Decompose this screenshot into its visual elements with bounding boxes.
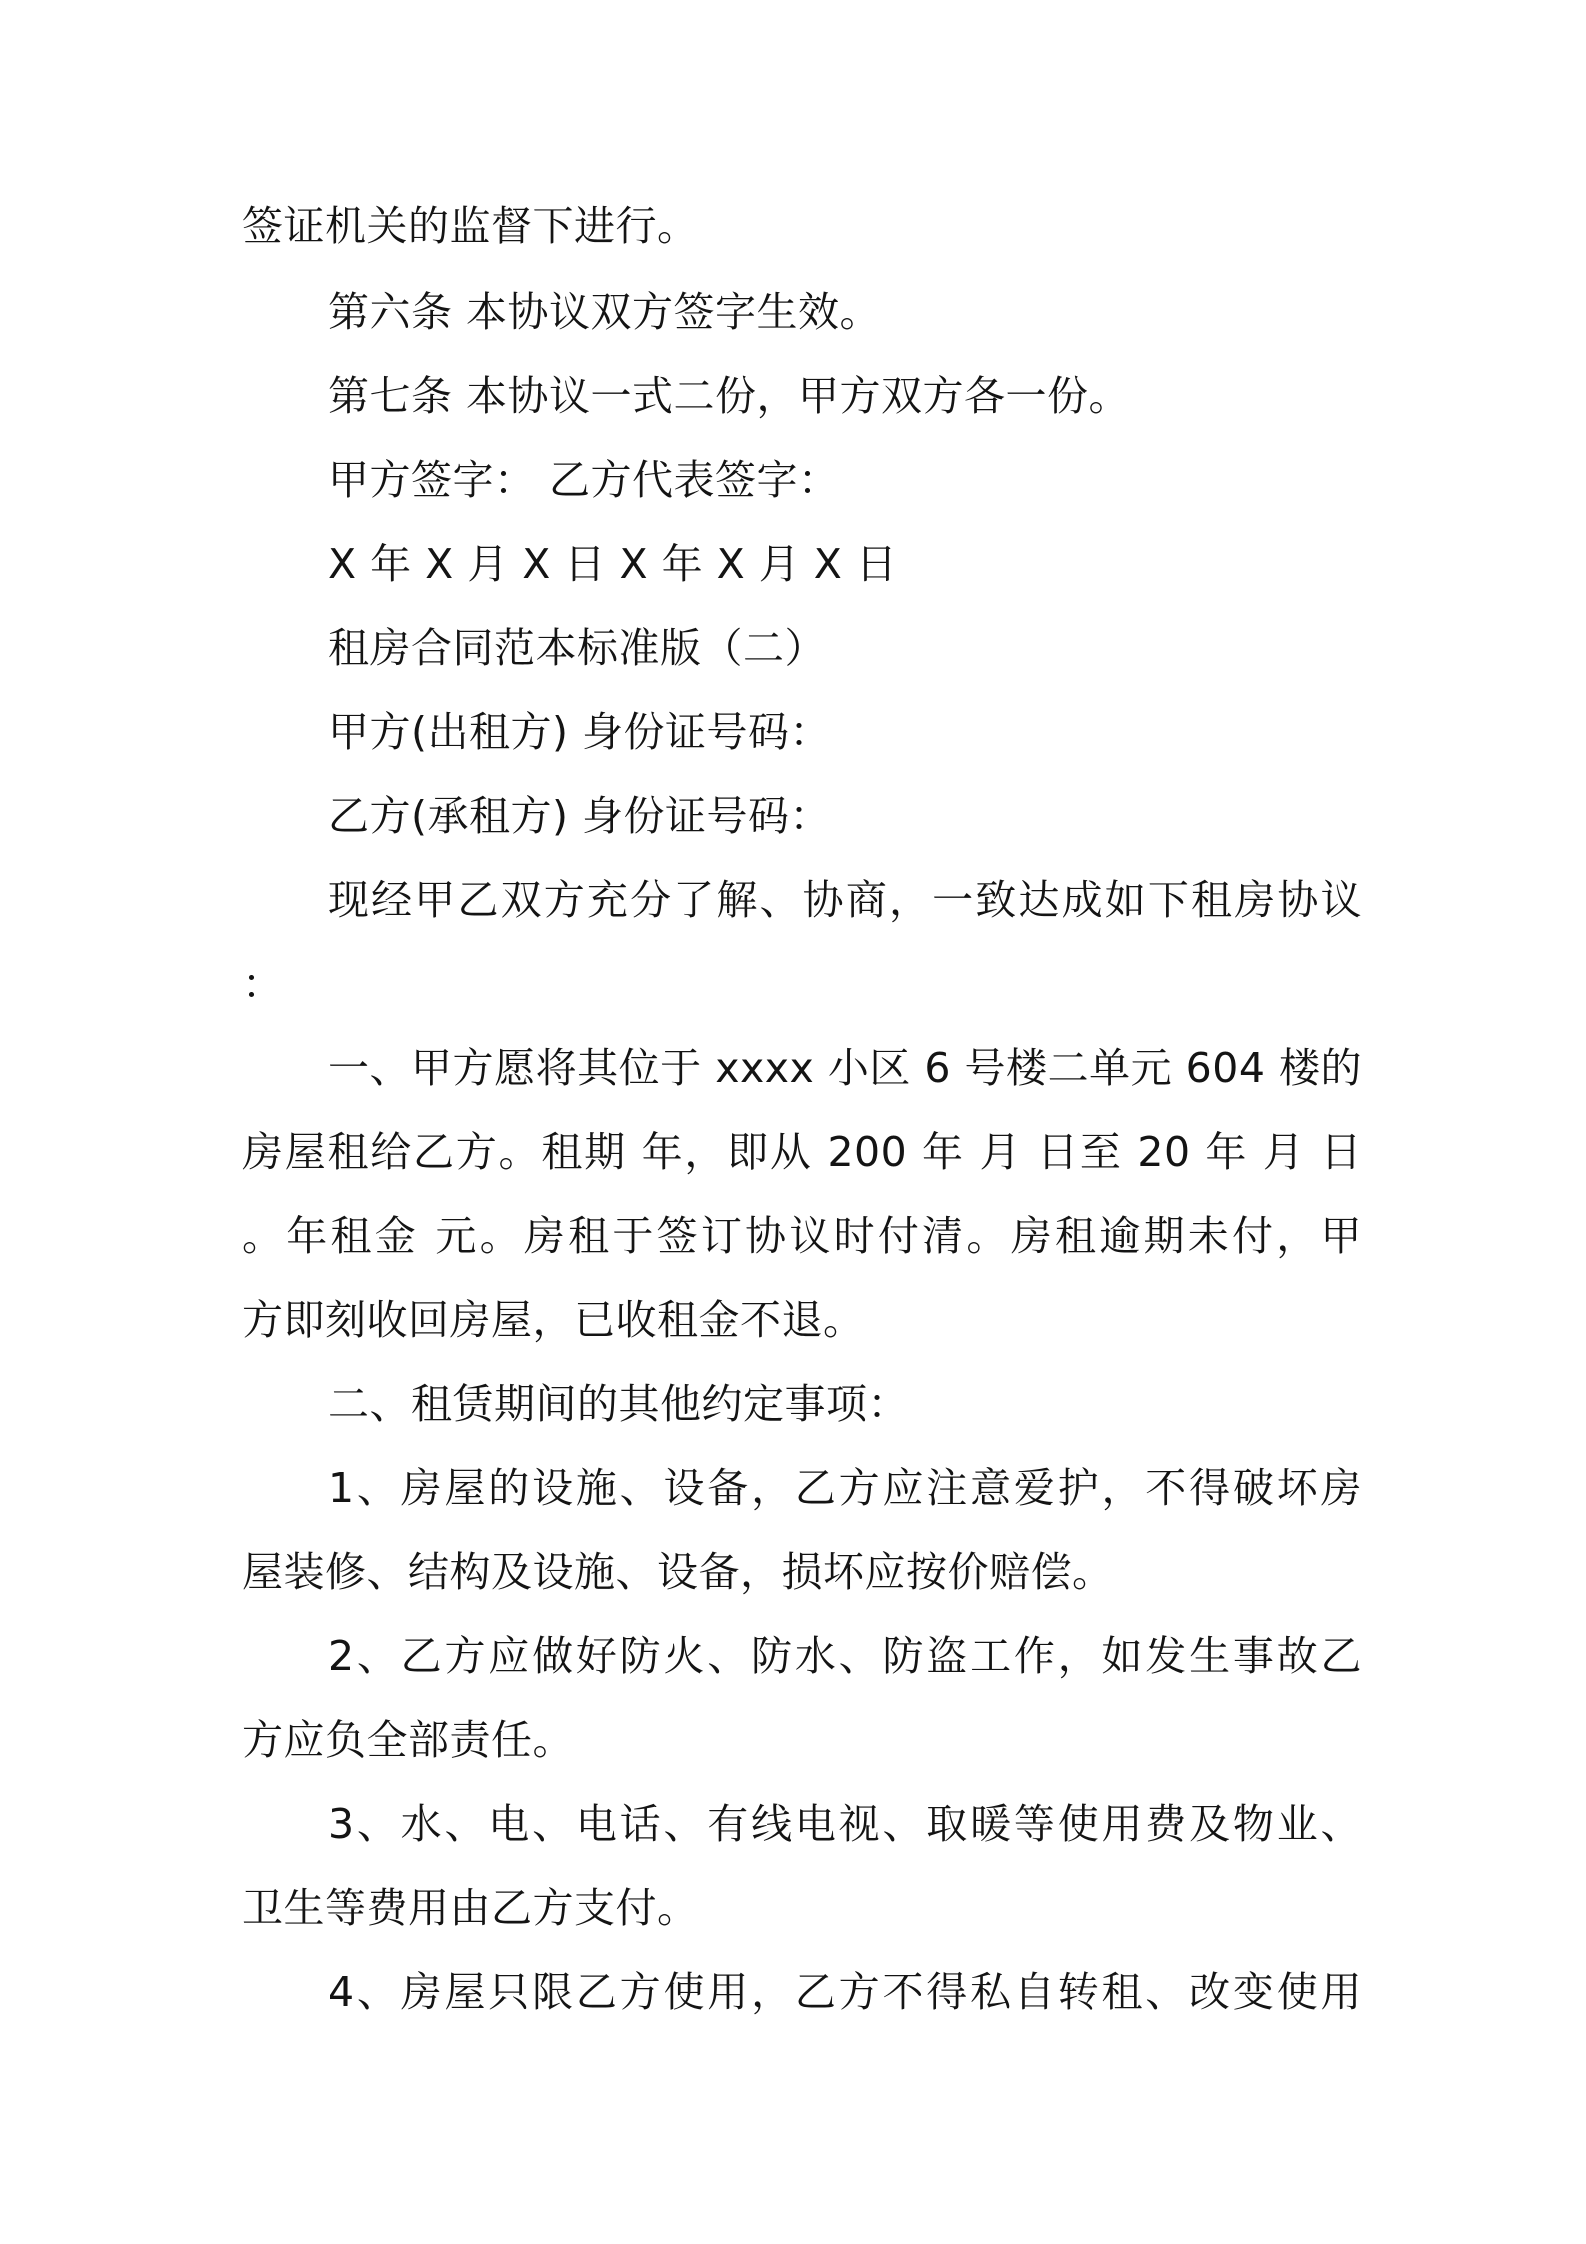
text-line: 3、水、电、电话、有线电视、取暖等使用费及物业、 — [328, 1800, 1362, 1848]
text-line: 1、房屋的设施、设备，乙方应注意爱护，不得破坏房 — [328, 1464, 1362, 1512]
text-line: 。年租金 元。房租于签订协议时付清。房租逾期未付，甲 — [242, 1212, 1362, 1260]
text-line: 现经甲乙双方充分了解、协商，一致达成如下租房协议 — [328, 876, 1362, 924]
article-six: 第六条 本协议双方签字生效。 — [328, 288, 882, 336]
text-line: 2、乙方应做好防火、防水、防盗工作，如发生事故乙 — [328, 1632, 1362, 1680]
text-line: 卫生等费用由乙方支付。 — [242, 1884, 699, 1932]
text-line: 方即刻收回房屋，已收租金不退。 — [242, 1296, 865, 1344]
party-b-id-line: 乙方(承租方) 身份证号码： — [328, 792, 832, 840]
text-line: 方应负全部责任。 — [242, 1716, 574, 1764]
text-line: 签证机关的监督下进行。 — [242, 202, 699, 250]
date-line: X 年 X 月 X 日 X 年 X 月 X 日 — [328, 540, 898, 588]
signature-line: 甲方签字： 乙方代表签字： — [328, 456, 840, 504]
section-heading: 二、租赁期间的其他约定事项： — [328, 1380, 909, 1428]
contract-title: 租房合同范本标准版（二） — [328, 624, 826, 672]
text-line: 一、甲方愿将其位于 xxxx 小区 6 号楼二单元 604 楼的 — [328, 1044, 1362, 1092]
text-line: 房屋租给乙方。租期 年，即从 200 年 月 日至 20 年 月 日 — [242, 1128, 1362, 1176]
text-line: 屋装修、结构及设施、设备，损坏应按价赔偿。 — [242, 1548, 1114, 1596]
text-line: 4、房屋只限乙方使用，乙方不得私自转租、改变使用 — [328, 1968, 1362, 2016]
article-seven: 第七条 本协议一式二份，甲方双方各一份。 — [328, 372, 1131, 420]
text-line: ： — [242, 960, 284, 1008]
party-a-id-line: 甲方(出租方) 身份证号码： — [328, 708, 832, 756]
